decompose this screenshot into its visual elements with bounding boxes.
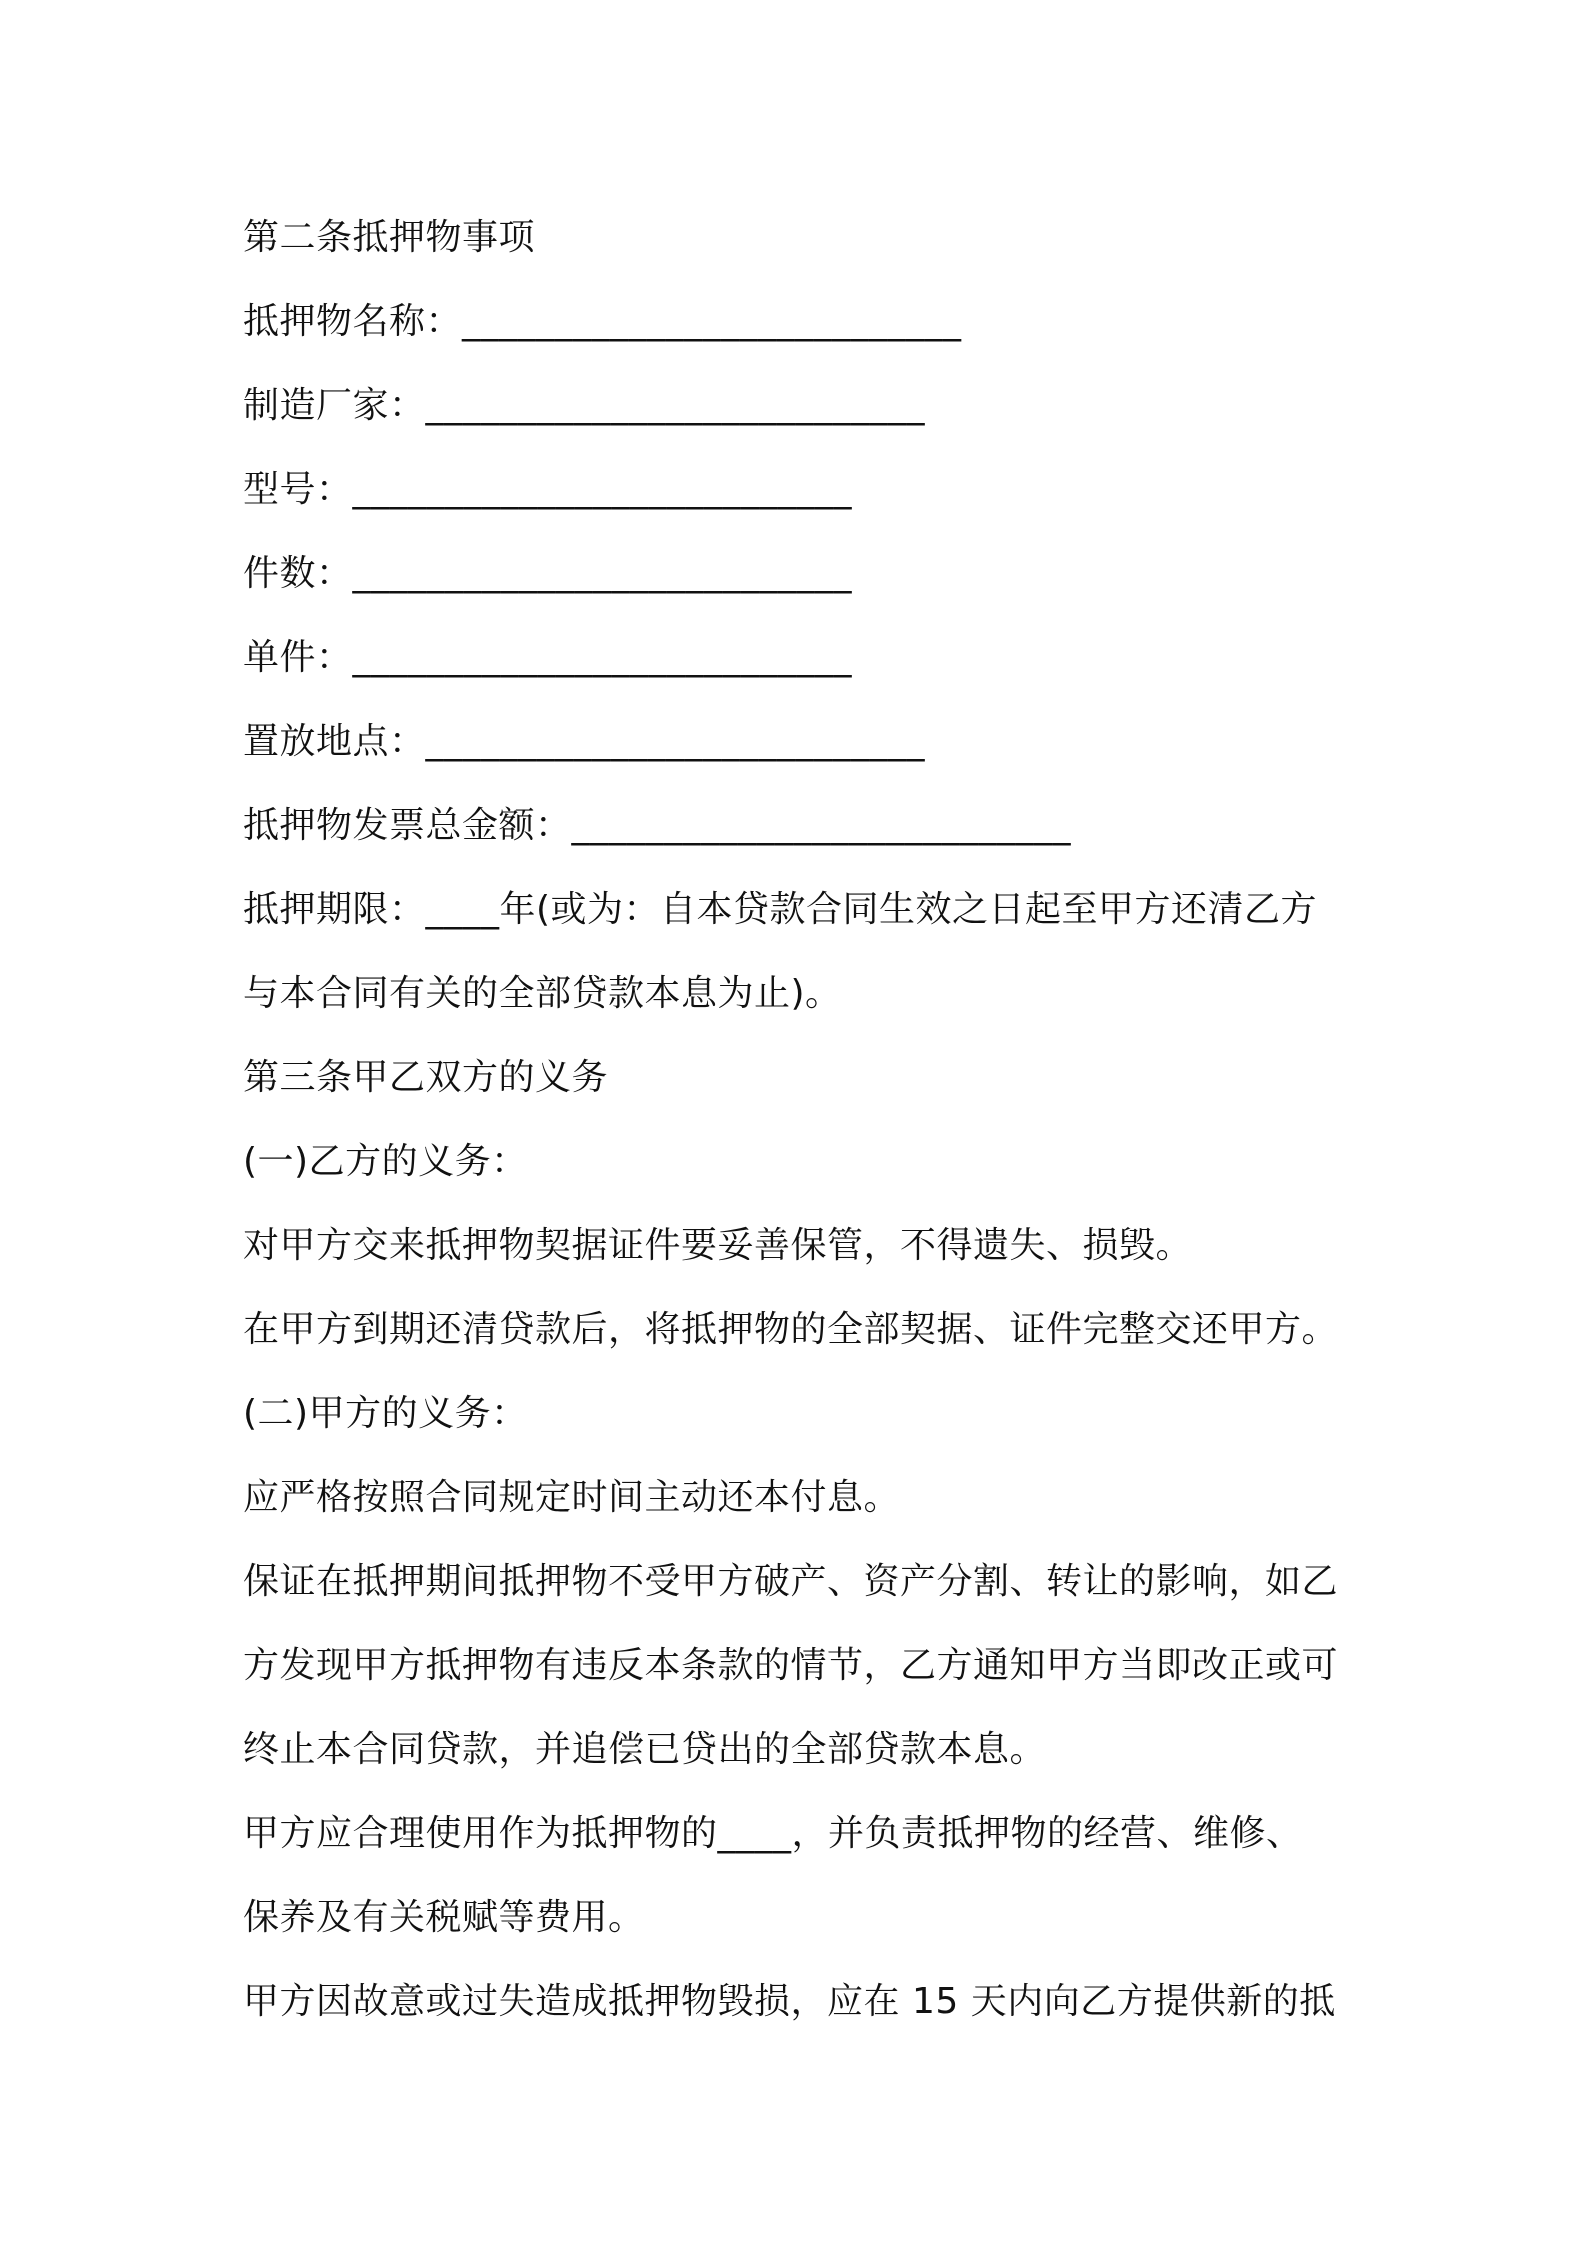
paragraph-line: 与本合同有关的全部贷款本息为止)。 [243, 973, 842, 1014]
paragraph-line: 应严格按照合同规定时间主动还本付息。 [243, 1477, 901, 1518]
paragraph-line: 甲方应合理使用作为抵押物的____，并负责抵押物的经营、维修、 [243, 1813, 1303, 1854]
field-model: 型号：___________________________ [243, 469, 853, 510]
paragraph-line: 对甲方交来抵押物契据证件要妥善保管，不得遗失、损毁。 [243, 1225, 1193, 1266]
paragraph-line: 抵押期限：____年(或为：自本贷款合同生效之日起至甲方还清乙方 [243, 889, 1318, 930]
document-body [243, 196, 1363, 2044]
field-quantity: 件数：___________________________ [243, 553, 853, 594]
paragraph-line: 保证在抵押期间抵押物不受甲方破产、资产分割、转让的影响，如乙 [243, 1561, 1339, 1602]
section-heading: (二)甲方的义务： [243, 1393, 528, 1434]
paragraph-line: 终止本合同贷款，并追偿已贷出的全部贷款本息。 [243, 1729, 1047, 1770]
paragraph-line: 在甲方到期还清贷款后，将抵押物的全部契据、证件完整交还甲方。 [243, 1309, 1339, 1350]
field-location: 置放地点：___________________________ [243, 721, 926, 762]
field-collateral-name: 抵押物名称：___________________________ [243, 301, 962, 342]
article-heading-2: 第二条抵押物事项 [243, 217, 536, 258]
field-manufacturer: 制造厂家：___________________________ [243, 385, 926, 426]
field-unit: 单件：___________________________ [243, 637, 853, 678]
field-invoice-amount: 抵押物发票总金额：___________________________ [243, 805, 1072, 846]
paragraph-line: 甲方因故意或过失造成抵押物毁损，应在 15 天内向乙方提供新的抵 [243, 1981, 1336, 2022]
article-heading-3: 第三条甲乙双方的义务 [243, 1057, 609, 1098]
paragraph-line: 方发现甲方抵押物有违反本条款的情节，乙方通知甲方当即改正或可 [243, 1645, 1339, 1686]
paragraph-line: 保养及有关税赋等费用。 [243, 1897, 645, 1938]
section-heading: (一)乙方的义务： [243, 1141, 528, 1182]
